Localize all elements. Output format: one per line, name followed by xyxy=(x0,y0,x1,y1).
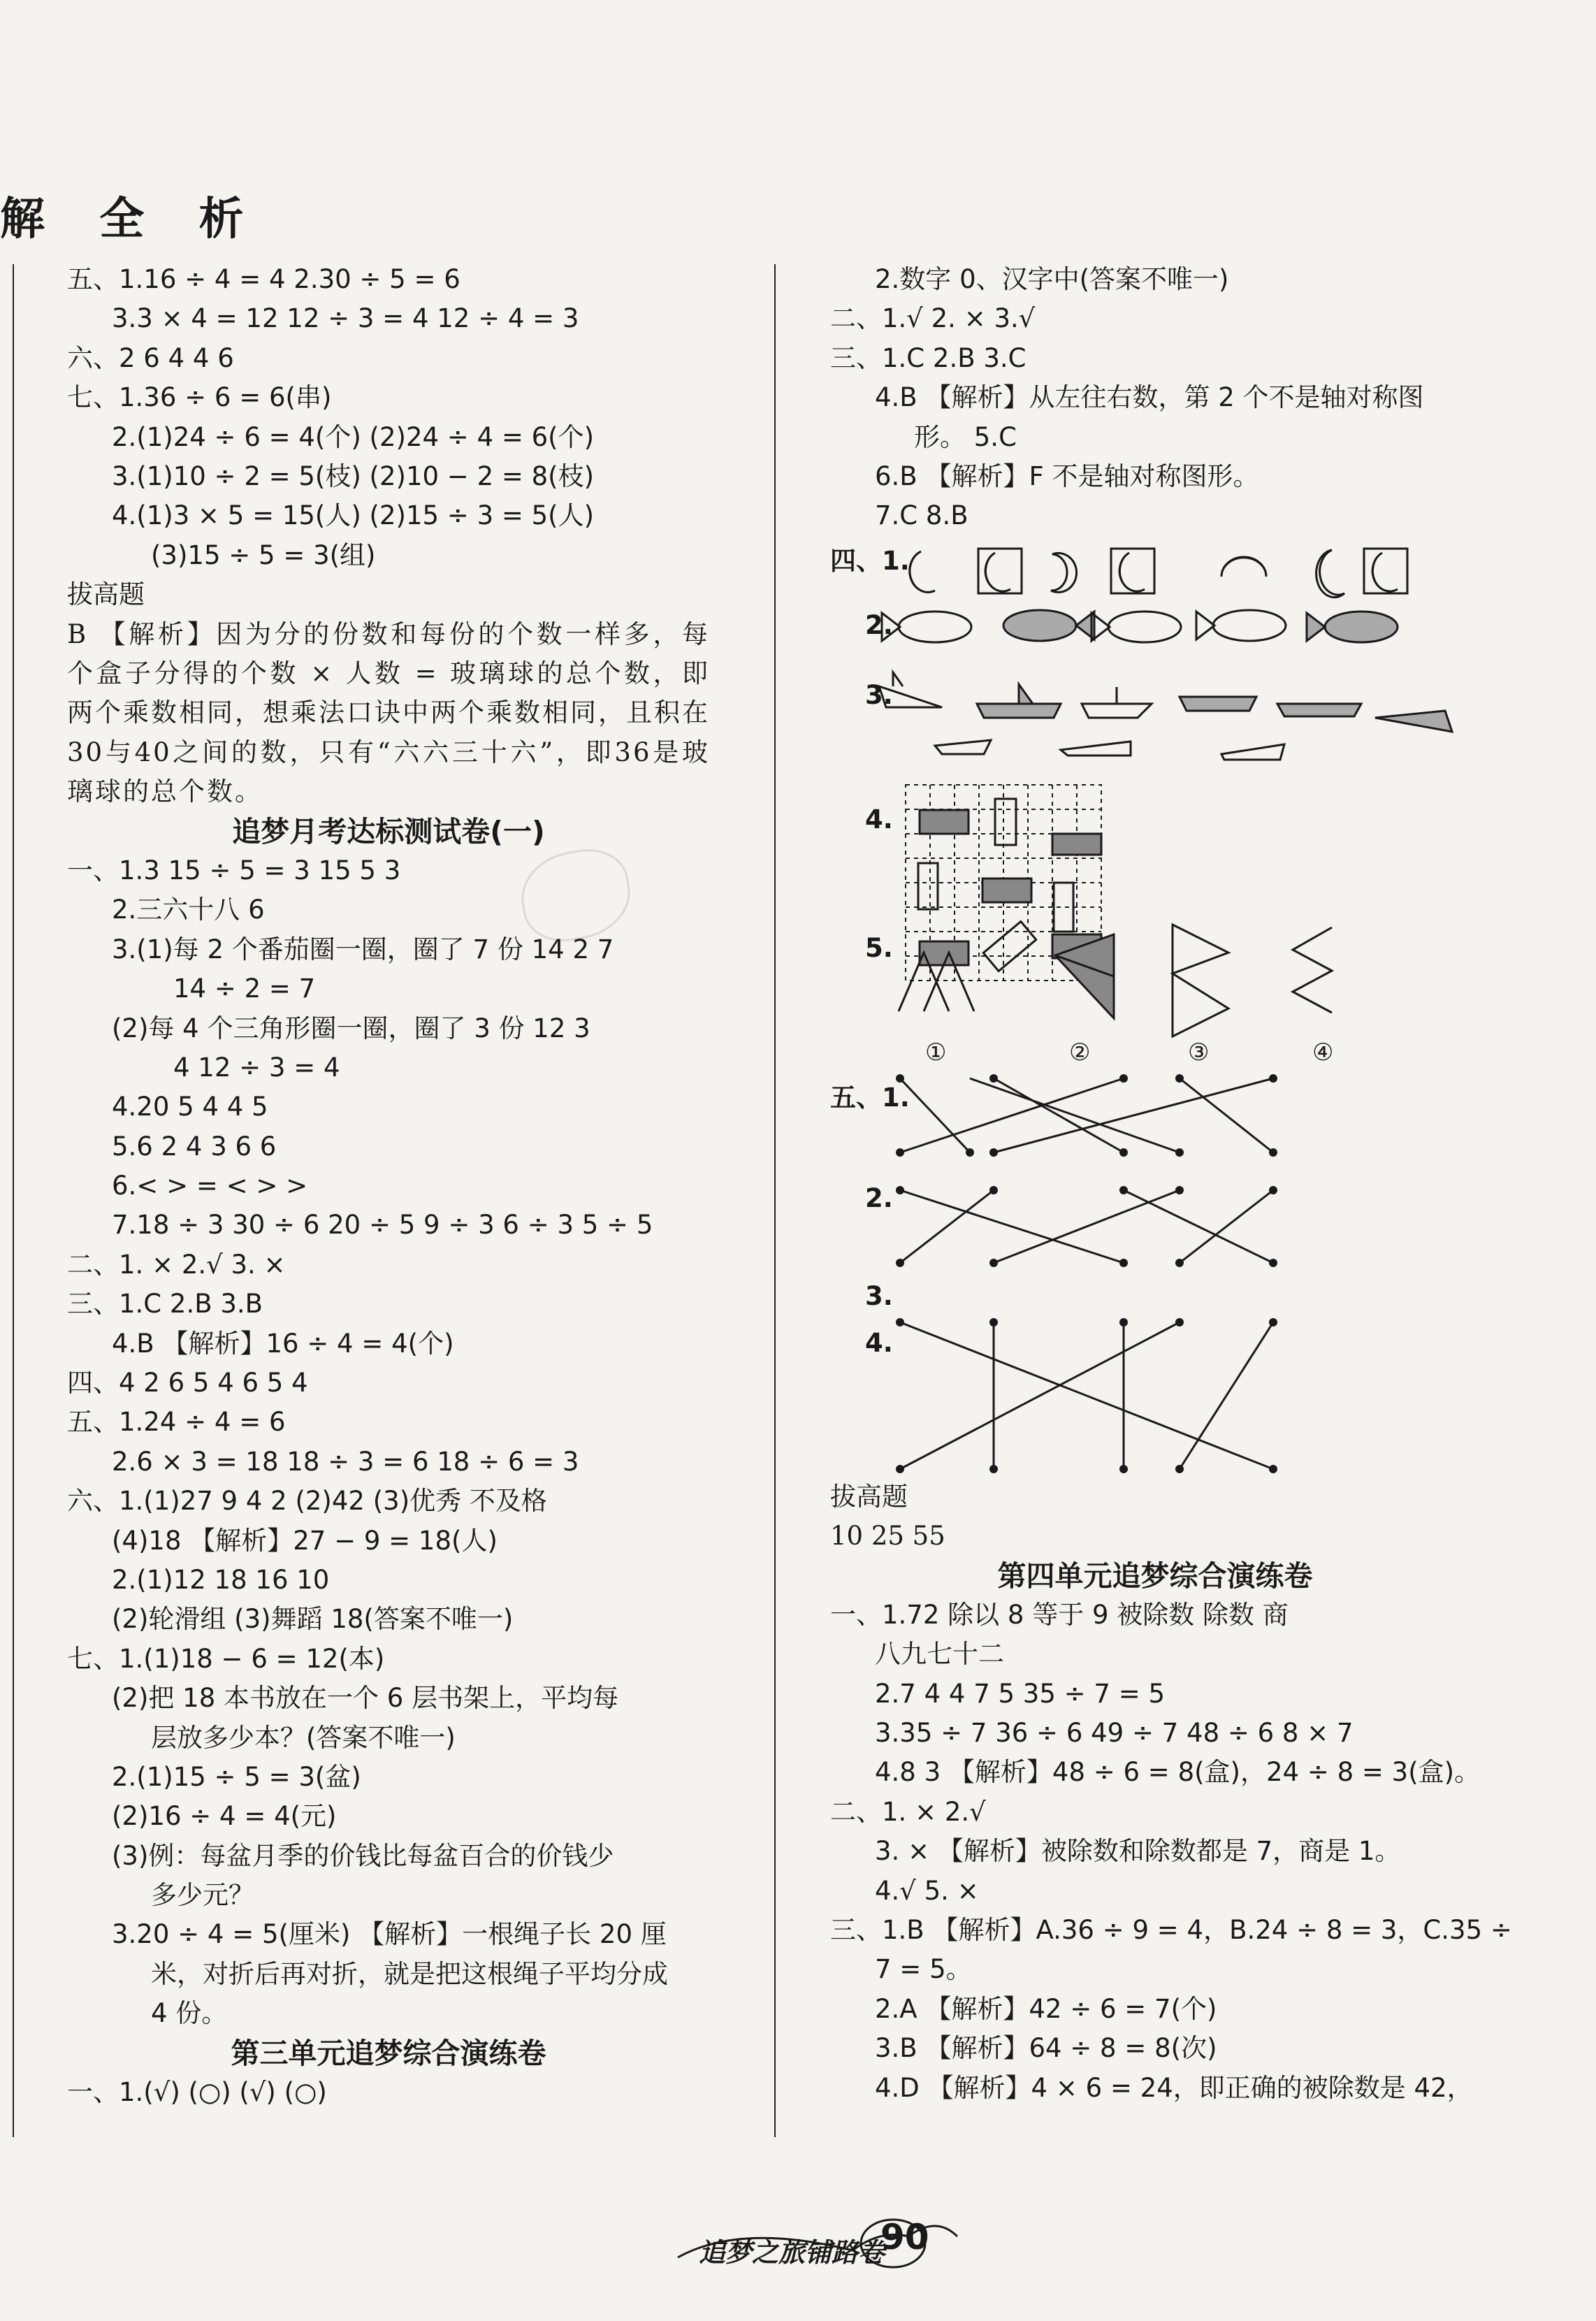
answer-line: 3.35 ÷ 7 36 ÷ 6 49 ÷ 7 48 ÷ 6 8 × 7 xyxy=(875,1718,1354,1749)
answer-line: 3.(1)每 2 个番茄圈一圈，圈了 7 份 14 2 7 xyxy=(112,934,614,964)
answer-line: 2.A 【解析】42 ÷ 6 = 7(个) xyxy=(875,1993,1217,2024)
answer-line: 5.6 2 4 3 6 6 xyxy=(112,1131,277,1162)
answer-line: 14 ÷ 2 = 7 xyxy=(173,974,316,1004)
answer-line: 六、2 6 4 4 6 xyxy=(67,342,234,373)
answer-line: 6.B 【解析】F 不是轴对称图形。 xyxy=(875,461,1259,491)
answer-line: 六、1.(1)27 9 4 2 (2)42 (3)优秀 不及格 xyxy=(67,1486,547,1517)
boat-icon xyxy=(1221,744,1284,760)
fig-label: 5. xyxy=(865,932,893,963)
answer-line: 五、1.24 ÷ 4 = 6 xyxy=(67,1407,286,1438)
answer-line: (4)18 【解析】27 − 9 = 18(人) xyxy=(112,1525,498,1556)
grid-shape xyxy=(982,878,1031,902)
page-header-title: 解 全 析 xyxy=(0,194,263,245)
answer-line: 2.6 × 3 = 18 18 ÷ 3 = 6 18 ÷ 6 = 3 xyxy=(112,1446,579,1477)
left-rule xyxy=(13,264,14,2137)
answer-line: 4.8 3 【解析】48 ÷ 6 = 8(盒)，24 ÷ 8 = 3(盒)。 xyxy=(875,1757,1481,1788)
answer-line: 3.B 【解析】64 ÷ 8 = 8(次) xyxy=(875,2033,1217,2064)
answer-line: 三、1.C 2.B 3.C xyxy=(830,342,1026,373)
answer-line: 4.D 【解析】4 × 6 = 24，即正确的被除数是 42， xyxy=(875,2072,1473,2103)
answer-line: 形。 5.C xyxy=(914,421,1017,452)
answer-line: 三、1.B 【解析】A.36 ÷ 9 = 4，B.24 ÷ 8 = 3，C.35 ÷ xyxy=(830,1915,1512,1946)
fig-label: 4. xyxy=(865,1327,893,1358)
match-line xyxy=(900,1322,1273,1469)
boat-icon xyxy=(1180,697,1256,711)
fig-label: 4. xyxy=(865,804,893,834)
grid-shape xyxy=(918,863,938,909)
bagaoti-answer: 10 25 55 xyxy=(830,1521,945,1552)
answer-line: 米，对折后再对折，就是把这根绳子平均分成 xyxy=(151,1958,668,1989)
answer-line: 2.(1)15 ÷ 5 = 3(盆) xyxy=(112,1761,361,1792)
moon-icon xyxy=(1051,553,1077,592)
triangle-shape xyxy=(1293,927,1332,1013)
answer-line: 二、1. × 2.√ 3. × xyxy=(67,1249,286,1280)
fish-icon xyxy=(1196,610,1286,641)
answer-line: 二、1. × 2.√ xyxy=(830,1796,986,1827)
fig-label: ① xyxy=(925,1038,947,1066)
left-column xyxy=(67,260,710,2112)
answer-line: 层放多少本？(答案不唯一) xyxy=(151,1722,456,1753)
answer-line: 3. × 【解析】被除数和除数都是 7，商是 1。 xyxy=(875,1836,1401,1867)
fig-label: 3. xyxy=(865,1280,893,1308)
section-title-monthly-test: 追梦月考达标测试卷(一) xyxy=(232,814,545,848)
matching-continued xyxy=(830,1308,1480,1477)
fish-icon xyxy=(1307,612,1398,642)
fig-label: ② xyxy=(1069,1038,1091,1066)
fig-label: ④ xyxy=(1312,1038,1334,1066)
fish-icon xyxy=(1003,610,1094,641)
answer-line: (2)轮滑组 (3)舞蹈 18(答案不唯一) xyxy=(112,1604,514,1635)
answer-line: 7.C 8.B xyxy=(875,500,969,531)
match-line xyxy=(900,1190,994,1263)
answer-line: (2)把 18 本书放在一个 6 层书架上，平均每 xyxy=(112,1683,619,1714)
right-column xyxy=(830,260,1512,2108)
boat-icon xyxy=(1375,711,1452,732)
moon-icon xyxy=(1316,550,1344,598)
analysis-paragraph: B 【解析】因为分的份数和每份的个数一样多，每个盒子分得的个数 × 人数 = 玻璃球的总个数，即两个乘数相同，想乘法口诀中两个乘数相同，且积在30与40之间的数，只有“六六三十六”，即36是玻璃球的总个数。 xyxy=(67,619,710,807)
answer-line: 6.< > = < > > xyxy=(112,1171,308,1201)
moon-square-icon xyxy=(1111,549,1154,593)
answer-line: 4 份。 xyxy=(151,1998,228,2029)
answer-line: 一、1.72 除以 8 等于 9 被除数 除数 商 xyxy=(830,1599,1289,1630)
answer-line: 3.(1)10 ÷ 2 = 5(枝) (2)10 − 2 = 8(枝) xyxy=(112,461,595,491)
fish-icon xyxy=(1091,612,1181,642)
bagaoti-label: 拔高题 xyxy=(830,1481,908,1512)
fish-icon xyxy=(882,612,971,642)
answer-line: 4.(1)3 × 5 = 15(人) (2)15 ÷ 3 = 5(人) xyxy=(112,500,595,531)
answer-line: 4.√ 5. × xyxy=(875,1875,979,1906)
match-line xyxy=(994,1190,1180,1263)
answer-line: 七、1.36 ÷ 6 = 6(串) xyxy=(67,382,332,413)
answer-line: 八九七十二 xyxy=(875,1639,1004,1670)
matching-drawings xyxy=(830,1308,1480,1477)
figure-drawings xyxy=(830,536,1480,1308)
grid-shape xyxy=(995,799,1016,845)
fig-label: 3. xyxy=(865,679,893,710)
answer-line: 4.20 5 4 4 5 xyxy=(112,1092,268,1122)
fig-label: 2. xyxy=(865,1183,893,1213)
answer-line: 二、1.√ 2. × 3.√ xyxy=(830,303,1036,334)
center-rule xyxy=(774,264,776,2137)
answer-line: 多少元？ xyxy=(151,1880,254,1911)
section-title-unit4: 第四单元追梦综合演练卷 xyxy=(997,1559,1313,1593)
answer-line: 2.三六十八 6 xyxy=(112,895,265,925)
answer-line: (2)16 ÷ 4 = 4(元) xyxy=(112,1801,337,1832)
moon-icon xyxy=(910,551,935,592)
boat-icon xyxy=(1082,687,1152,718)
triangle-shape xyxy=(1173,925,1228,1036)
answer-line: 7.18 ÷ 3 30 ÷ 6 20 ÷ 5 9 ÷ 3 6 ÷ 3 5 ÷ 5 xyxy=(112,1210,653,1241)
moon-icon xyxy=(985,553,1010,591)
answer-line: 2.数字 0、汉字中(答案不唯一) xyxy=(875,264,1229,294)
page-number: 90 xyxy=(880,2217,929,2257)
match-line xyxy=(1180,1078,1273,1152)
answer-line: 2.(1)12 18 16 10 xyxy=(112,1564,330,1595)
boat-icon xyxy=(1061,742,1131,755)
answer-line: 拔高题 xyxy=(67,579,145,610)
page-footer xyxy=(671,2208,964,2276)
match-line xyxy=(1124,1190,1273,1263)
answer-line: 4.B 【解析】16 ÷ 4 = 4(个) xyxy=(112,1328,454,1359)
moon-icon xyxy=(1372,553,1398,591)
answer-line: 四、4 2 6 5 4 6 5 4 xyxy=(67,1368,308,1398)
answer-line: (2)每 4 个三角形圈一圈，圈了 3 份 12 3 xyxy=(112,1013,590,1043)
match-line xyxy=(970,1078,1180,1152)
section-title-unit3: 第三单元追梦综合演练卷 xyxy=(231,2036,546,2070)
match-line xyxy=(1180,1190,1273,1263)
answer-line: 一、1.(√) (○) (√) (○) xyxy=(67,2077,327,2108)
grid-shape xyxy=(920,810,969,834)
fig-label: 四、1. xyxy=(830,545,910,576)
answer-line: 2.7 4 4 7 5 35 ÷ 7 = 5 xyxy=(875,1678,1166,1709)
answer-line: 一、1.3 15 ÷ 5 = 3 15 5 3 xyxy=(67,855,401,885)
answer-line: 3.3 × 4 = 12 12 ÷ 3 = 4 12 ÷ 4 = 3 xyxy=(112,303,579,334)
match-line xyxy=(900,1190,1124,1263)
moon-icon xyxy=(1119,553,1145,591)
match-line xyxy=(994,1078,1273,1152)
match-line xyxy=(1180,1322,1273,1469)
moon-square-icon xyxy=(1364,549,1407,593)
boat-icon xyxy=(977,684,1061,718)
answer-line: 三、1.C 2.B 3.B xyxy=(67,1289,263,1319)
boat-icon xyxy=(935,740,991,754)
fig-label: 五、1. xyxy=(830,1082,910,1113)
answer-line: 2.(1)24 ÷ 6 = 4(个) (2)24 ÷ 4 = 6(个) xyxy=(112,421,595,452)
answer-line: (3)15 ÷ 5 = 3(组) xyxy=(151,540,376,570)
moon-icon xyxy=(1221,557,1266,577)
answer-line: 4 12 ÷ 3 = 4 xyxy=(173,1052,340,1083)
brand-logo: 追梦之旅铺路卷 xyxy=(699,2237,885,2268)
answer-line: (3)例：每盆月季的价钱比每盆百合的价钱少 xyxy=(112,1840,614,1871)
answer-line: 3.20 ÷ 4 = 5(厘米) 【解析】一根绳子长 20 厘 xyxy=(112,1919,667,1950)
answer-line: 4.B 【解析】从左往右数，第 2 个不是轴对称图 xyxy=(875,382,1424,413)
answer-line: 七、1.(1)18 − 6 = 12(本) xyxy=(67,1643,385,1674)
fig-label: ③ xyxy=(1188,1038,1210,1066)
boat-icon xyxy=(1277,704,1361,716)
grid-shape xyxy=(1052,834,1101,855)
symmetry-figures xyxy=(830,536,1480,1308)
fig-label: 2. xyxy=(865,609,893,640)
match-line xyxy=(900,1322,1180,1469)
answer-line: 7 = 5。 xyxy=(875,1954,972,1985)
answer-line: 五、1.16 ÷ 4 = 4 2.30 ÷ 5 = 6 xyxy=(67,264,460,294)
